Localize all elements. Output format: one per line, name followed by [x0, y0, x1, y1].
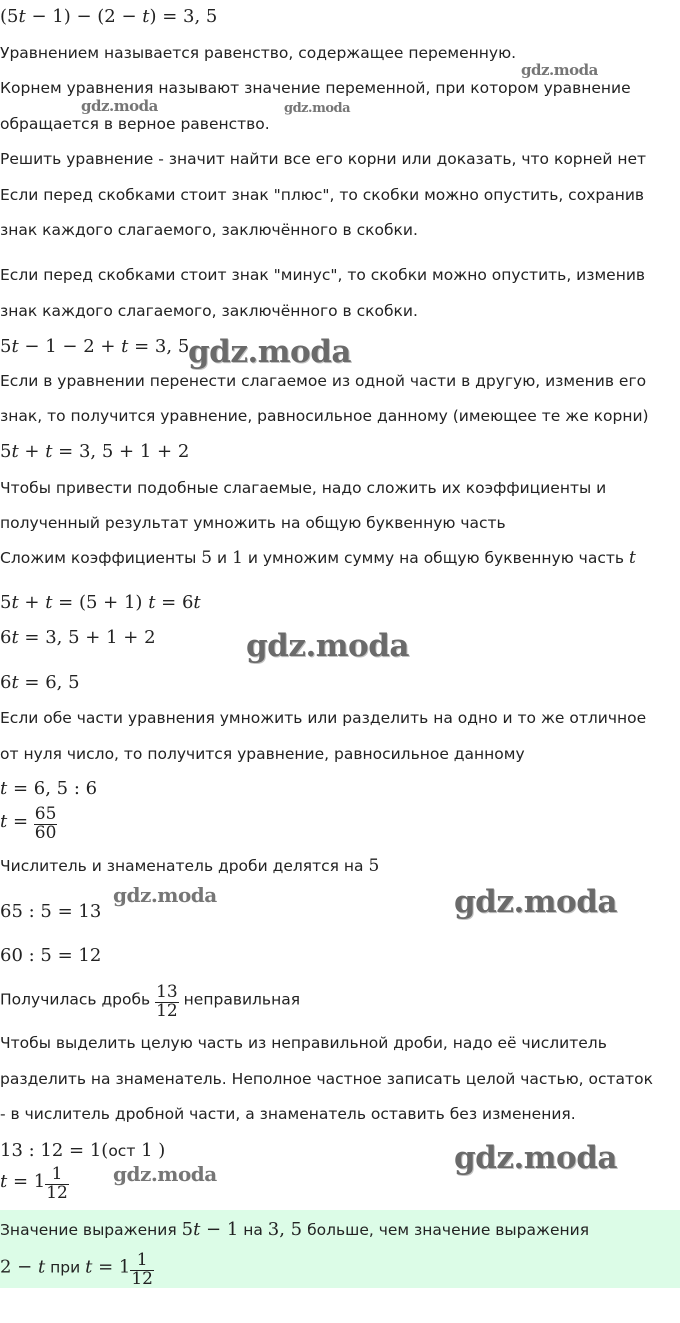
answer-line-1: Значение выражения 5t − 1 на 3, 5 больше, чем значение выражения — [0, 1219, 590, 1240]
multiply-rule-line-1: Если обе части уравнения умножить или разделить на одно и то же отличное — [0, 709, 647, 727]
step-6t-result: 6t = 6, 5 — [0, 672, 80, 693]
plus-rule-line-2: знак каждого слагаемого, заключённого в скобки. — [0, 221, 418, 239]
step-open-brackets: 5t − 1 − 2 + t = 3, 5 — [0, 336, 190, 357]
plus-rule-line-1: Если перед скобками стоит знак "плюс", то скобки можно опустить, сохранив — [0, 186, 645, 204]
step-fraction: t = $\frac{65}{60}$ — [0, 804, 57, 838]
step-whole-part: 13 : 12 = 1(ост 1 ) — [0, 1140, 166, 1161]
step-transfer: 5t + t = 3, 5 + 1 + 2 — [0, 441, 190, 462]
minus-rule-line-2: знак каждого слагаемого, заключённого в скобки. — [0, 302, 418, 320]
watermark-logo: gdz.moda — [188, 334, 351, 370]
minus-rule-line-1: Если перед скобками стоит знак "минус", то скобки можно опустить, изменив — [0, 266, 646, 284]
watermark-logo: gdz.moda — [113, 1162, 217, 1186]
transfer-rule-line-2: знак, то получится уравнение, равносильное данному (имеющее те же корни) — [0, 407, 649, 425]
fraction-13-12: $\frac{13}{12}$ — [156, 982, 178, 1016]
watermark-logo: gdz.moda — [113, 883, 217, 907]
solve-definition: Решить уравнение - значит найти все его корни или доказать, что корней нет — [0, 150, 647, 168]
like-terms-rule-line-1: Чтобы привести подобные слагаемые, надо сложить их коэффициенты и — [0, 479, 607, 497]
step-mixed-number: t = 1 $\frac{1}{12}$ — [0, 1164, 68, 1198]
answer-block — [0, 1210, 680, 1288]
step-divide: t = 6, 5 : 6 — [0, 778, 98, 799]
step-numerator-division: 65 : 5 = 13 — [0, 901, 102, 922]
step-combine: 5t + t = (5 + 1) t = 6t — [0, 592, 201, 613]
watermark-logo: gdz.moda — [521, 61, 598, 79]
step-6t-sum: 6t = 3, 5 + 1 + 2 — [0, 627, 156, 648]
improper-rule-line-2: разделить на знаменатель. Неполное частное записать целой частью, остаток — [0, 1070, 653, 1088]
like-terms-rule-line-2: полученный результат умножить на общую буквенную часть — [0, 514, 506, 532]
multiply-rule-line-2: от нуля число, то получится уравнение, равносильное данному — [0, 745, 525, 763]
improper-rule-line-3: - в числитель дробной части, а знаменатель оставить без изменения. — [0, 1105, 576, 1123]
step-denominator-division: 60 : 5 = 12 — [0, 945, 102, 966]
watermark-logo: gdz.moda — [81, 97, 158, 115]
fraction-1-12: $\frac{1}{12}$ — [46, 1164, 68, 1198]
root-definition-line-2: обращается в верное равенство. — [0, 115, 270, 133]
watermark-logo: gdz.moda — [454, 1140, 617, 1176]
watermark-logo: gdz.moda — [454, 884, 617, 920]
divisible-text: Числитель и знаменатель дроби делятся на 5 — [0, 856, 380, 876]
root-definition-line-1: Корнем уравнения называют значение переменной, при котором уравнение — [0, 79, 631, 97]
equation-definition: Уравнением называется равенство, содержащее переменную. — [0, 44, 517, 62]
fraction-65-60: $\frac{65}{60}$ — [34, 804, 57, 838]
improper-fraction-text: Получилась дробь $\frac{13}{12}$ неправильная — [0, 982, 301, 1016]
answer-line-2: 2 − t при t = 1 $\frac{1}{12}$ — [0, 1250, 153, 1284]
watermark-logo: gdz.moda — [246, 628, 409, 664]
watermark-logo: gdz.moda — [284, 101, 351, 116]
transfer-rule-line-1: Если в уравнении перенести слагаемое из одной части в другую, изменив его — [0, 372, 647, 390]
improper-rule-line-1: Чтобы выделить целую часть из неправильной дроби, надо её числитель — [0, 1034, 607, 1052]
fraction-answer-1-12: $\frac{1}{12}$ — [131, 1250, 153, 1284]
task-equation: (5t − 1) − (2 − t) = 3, 5 — [0, 6, 218, 27]
combine-coefficients-text: Сложим коэффициенты 5 и 1 и умножим сумму на общую буквенную часть t — [0, 548, 636, 568]
